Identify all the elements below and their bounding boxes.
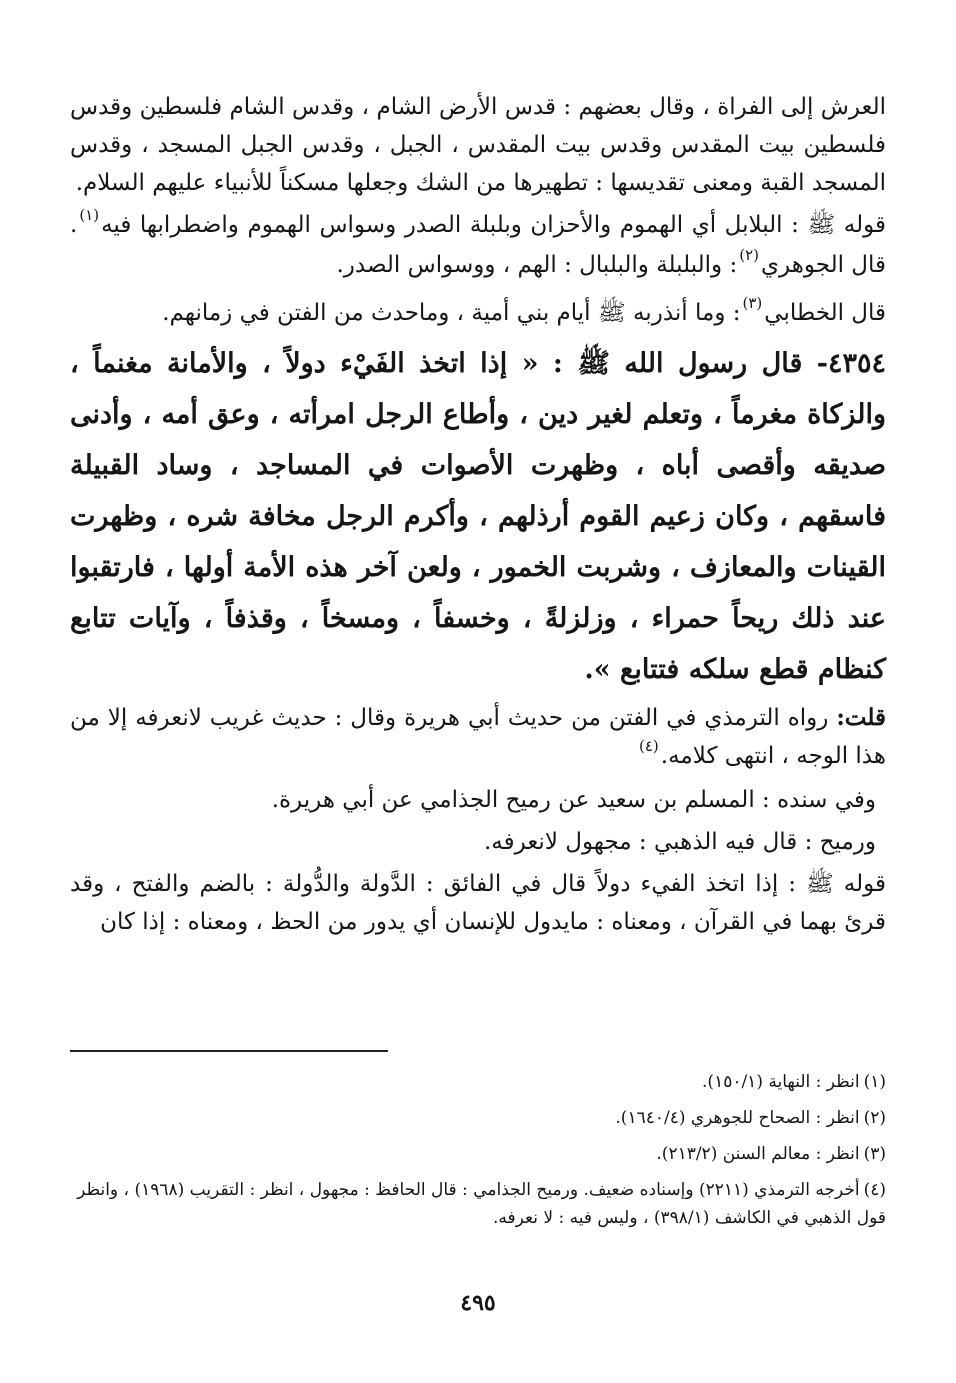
paragraph-commentary-3 [70, 294, 886, 334]
paragraph-text: : والبلبلة والبلبال : الهم ، ووسواس الصدر. [336, 252, 738, 278]
paragraph-sanad: وفي سنده : المسلم بن سعيد عن رميح الجذامي عن أبي هريرة. [271, 787, 876, 813]
footnote-ref-3[interactable]: (٣) [742, 294, 763, 312]
paragraph-qult [70, 699, 886, 777]
footnote-4 [70, 1176, 886, 1232]
paragraph-commentary-2 [70, 206, 886, 286]
footnote-ref-1[interactable]: (١) [79, 206, 100, 224]
footnote-text: انظر : معالم السنن (٢١٣/٢). [656, 1144, 860, 1164]
footnote-ref-2[interactable]: (٢) [739, 246, 760, 264]
hadith-text: ٤٣٥٤- قال رسول الله ﷺ : « إذا اتخذ الفَيْء دولاً ، والأمانة مغنماً ، والزكاة مغرماً ، وتعلم لغير دين ، وأطاع الرجل امرأته ، وعق أمه ، وأدنى صديقه وأقصى أباه ، وظهرت الأصوات في المساجد ، وساد القبيلة فاسقهم ، وكان زعيم القوم أرذلهم ، وأكرم الرجل مخافة شره ، وظهرت القينات والمعازف ، وشربت الخمور ، ولعن آخر هذه الأمة أولها ، فارتقبوا عند ذلك ريحاً حمراء ، وزلزلةً ، وخسفاً ، ومسخاً ، وقذفاً ، وآيات تتابع كنظام قطع سلكه فتتابع ». [70, 348, 886, 685]
footnotes-section [70, 1068, 886, 1240]
footnote-ref-4[interactable]: (٤) [638, 737, 659, 755]
paragraph-text: قوله ﷺ : البلابل أي الهموم والأحزان وبلبلة الصدر وسواس الهموم واضطرابها فيه [101, 212, 886, 238]
footnote-1 [70, 1068, 886, 1096]
footnote-2 [70, 1104, 886, 1132]
main-text [70, 88, 886, 945]
footnote-3 [70, 1140, 886, 1168]
footnote-number: (١) [863, 1072, 886, 1092]
footnote-text: انظر : الصحاح للجوهري (١٦٤٠/٤). [615, 1108, 860, 1128]
footnote-text: أخرجه الترمذي (٢٢١١) وإسناده ضعيف. ورميح الجذامي : قال الحافظ : مجهول ، انظر : التقريب (١٩٦٨) ، وانظر قول الذهبي في الكاشف (٣٩٨/١) ، وليس فيه : لا نعرفه. [77, 1180, 886, 1228]
paragraph-rumayh: ورميح : قال فيه الذهبي : مجهول لانعرفه. [484, 829, 876, 855]
paragraph-commentary-fay: قوله ﷺ : إذا اتخذ الفيء دولاً قال في الفائق : الدَّولة والدُّولة : بالضم والفتح ، وقد قرئ بهما في القرآن ، ومعناه : مايدول للإنسان أي يدور من الحظ ، ومعناه : إذا كان [70, 871, 886, 935]
footnote-number: (٢) [863, 1108, 886, 1128]
footnote-separator [70, 1050, 388, 1052]
paragraph-text: . قال الجوهري [70, 212, 886, 278]
footnote-text: انظر : النهاية (١٥٠/١). [702, 1072, 860, 1092]
paragraph-commentary-1: العرش إلى الفراة ، وقال بعضهم : قدس الأرض الشام ، وقدس الشام فلسطين وقدس فلسطين بيت المقدس وقدس بيت المقدس ، الجبل ، وقدس الجبل المسجد ، وقدس المسجد القبة ومعنى تقديسها : تطهيرها من الشك وجعلها مسكناً للأنبياء عليهم السلام. [70, 94, 886, 196]
footnote-number: (٤) [863, 1180, 886, 1200]
paragraph-text: : وما أنذربه ﷺ أيام بني أمية ، وماحدث من الفتن في زمانهم. [162, 300, 741, 326]
page-number: ٤٩٥ [460, 1290, 496, 1316]
qult-label: قلت: [836, 704, 886, 731]
paragraph-text: قال الخطابي [764, 300, 886, 326]
footnote-number: (٣) [863, 1144, 886, 1164]
paragraph-text: رواه الترمذي في الفتن من حديث أبي هريرة وقال : حديث غريب لانعرفه إلا من هذا الوجه ، انتهى كلامه. [70, 705, 886, 769]
